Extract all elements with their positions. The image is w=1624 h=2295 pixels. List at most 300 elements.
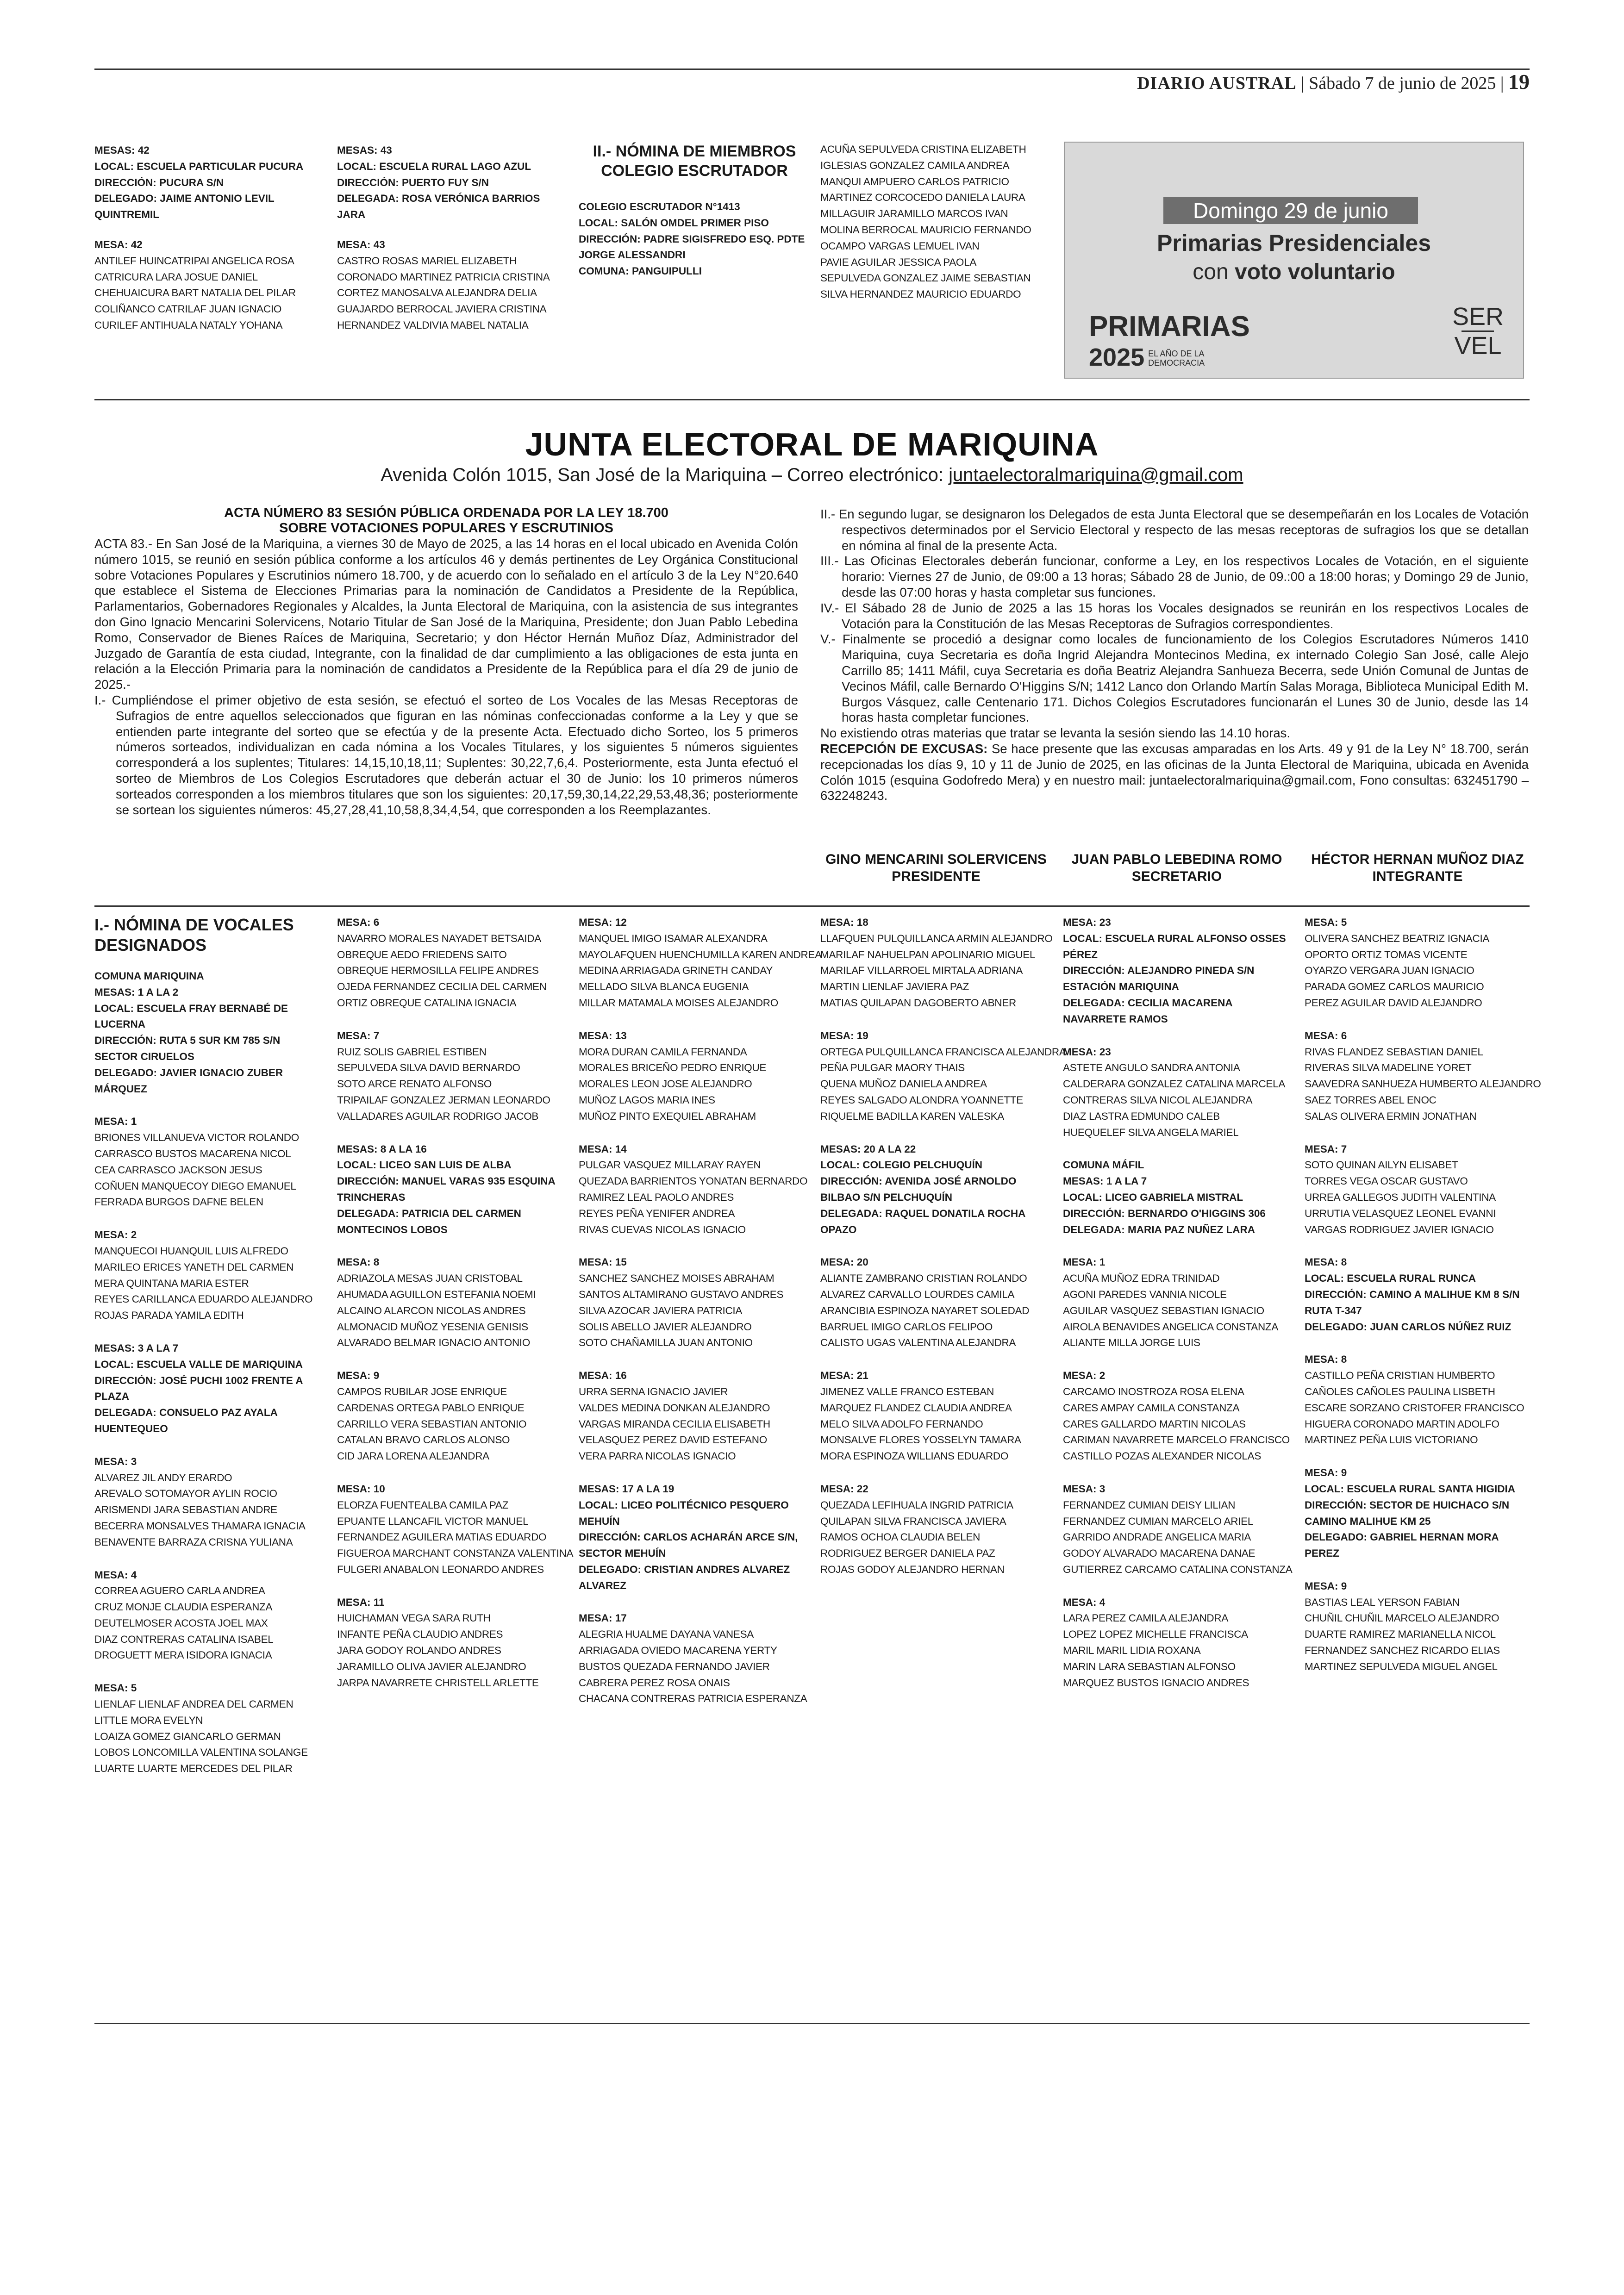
mesa-block [94, 237, 317, 334]
block-heading: COMUNA MÁFIL [1063, 1159, 1144, 1171]
vocal-name: MORA ESPINOZA WILLIANS EDUARDO [820, 1450, 1009, 1462]
mesa-block [579, 1610, 810, 1707]
block-heading: MESA: 16 [579, 1370, 627, 1382]
vocales-column-4 [820, 915, 1066, 1595]
colegio-member-name: PAVIE AGUILAR JESSICA PAOLA [820, 256, 977, 268]
vocal-name: CORTEZ MANOSALVA ALEJANDRA DELIA [337, 287, 537, 299]
block-heading: MESA: 23 [1063, 1046, 1111, 1058]
colegio-member-name: MILLAGUIR JARAMILLO MARCOS IVAN [820, 208, 1008, 220]
colegio-member-name: OCAMPO VARGAS LEMUEL IVAN [820, 240, 980, 252]
vocal-name: LLAFQUEN PULQUILLANCA ARMIN ALEJANDRO [820, 932, 1053, 944]
block-heading: MESA: 1 [94, 1116, 137, 1128]
vocal-name: CHACANA CONTRERAS PATRICIA ESPERANZA [579, 1693, 807, 1705]
block-heading: MESAS: 20 A LA 22 [820, 1143, 916, 1155]
mesa-block [94, 1567, 326, 1664]
vocal-name: CALISTO UGAS VALENTINA ALEJANDRA [820, 1337, 1016, 1349]
block-heading: DELEGADA: RAQUEL DONATILA ROCHA OPAZO [820, 1207, 1025, 1235]
colegio-member-name: MANQUI AMPUERO CARLOS PATRICIO [820, 175, 1009, 187]
top-column-1 [94, 143, 317, 348]
vocal-name: BUSTOS QUEZADA FERNANDO JAVIER [579, 1660, 770, 1672]
vocal-name: MORALES BRICEÑO PEDRO ENRIQUE [579, 1062, 767, 1074]
block-heading: DELEGADO: JUAN CARLOS NÚÑEZ RUIZ [1305, 1321, 1512, 1333]
block-heading: MESAS: 42 [94, 144, 150, 156]
vocal-name: LARA PEREZ CAMILA ALEJANDRA [1063, 1612, 1229, 1624]
vocal-name: BENAVENTE BARRAZA CRISNA YULIANA [94, 1536, 293, 1548]
colegio-member-name: SEPULVEDA GONZALEZ JAIME SEBASTIAN [820, 272, 1031, 284]
mesa-block [337, 143, 559, 223]
block-heading: DIRECCIÓN: SECTOR DE HUICHACO S/N CAMINO MALIHUE KM 25 [1305, 1499, 1510, 1527]
block-heading: DIRECCIÓN: RUTA 5 SUR KM 785 S/N SECTOR CIRUELOS [94, 1035, 281, 1062]
vocal-name: MARQUEZ FLANDEZ CLAUDIA ANDREA [820, 1402, 1012, 1414]
block-heading: COMUNA MARIQUINA [94, 970, 204, 982]
vocal-name: AREVALO SOTOMAYOR AYLIN ROCIO [94, 1488, 277, 1500]
vocales-column-6 [1305, 915, 1541, 1692]
block-heading: MESA: 11 [337, 1596, 385, 1608]
vocal-name: VARGAS RODRIGUEZ JAVIER IGNACIO [1305, 1223, 1494, 1235]
block-heading: DIRECCIÓN: JOSÉ PUCHI 1002 FRENTE A PLAZA [94, 1374, 303, 1403]
mesa-block [579, 1368, 810, 1465]
vocal-name: LUARTE LUARTE MERCEDES DEL PILAR [94, 1763, 293, 1775]
vocal-name: MELLADO SILVA BLANCA EUGENIA [579, 981, 749, 993]
colegio-block [579, 199, 810, 280]
mesa-block [1063, 1157, 1294, 1238]
vocal-name: CID JARA LORENA ALEJANDRA [337, 1450, 489, 1462]
mesa-block [337, 1481, 574, 1578]
vocal-name: SEPULVEDA SILVA DAVID BERNARDO [337, 1062, 520, 1074]
acta-point-2: II.- En segundo lugar, se designaron los Delegados de esta Junta Electoral que se desempeñarán en los Locales de Votación respectivos determinados por el Servicio Electoral y respecto de las mesas receptoras de sufragios los que se detallan en nómina al final de la presente Acta. [820, 507, 1529, 553]
vocal-name: SOTO CHAÑAMILLA JUAN ANTONIO [579, 1337, 753, 1349]
vocal-name: MATIAS QUILAPAN DAGOBERTO ABNER [820, 997, 1016, 1009]
mesa-block [1305, 1352, 1536, 1448]
header-separator: | [1500, 74, 1508, 93]
block-heading: MESAS: 1 A LA 2 [94, 986, 179, 998]
block-heading: DIRECCIÓN: BERNARDO O'HIGGINS 306 [1063, 1207, 1266, 1219]
vocal-name: CALDERARA GONZALEZ CATALINA MARCELA [1063, 1078, 1286, 1090]
vocal-name: MELO SILVA ADOLFO FERNANDO [820, 1418, 983, 1430]
mesa-block [94, 1454, 326, 1551]
mesa-block [579, 1481, 810, 1594]
mesa-block [337, 1028, 568, 1125]
vocal-name: CABRERA PEREZ ROSA ONAIS [579, 1677, 730, 1689]
block-heading: MESAS: 1 A LA 7 [1063, 1175, 1147, 1187]
colegio-member-name: IGLESIAS GONZALEZ CAMILA ANDREA [820, 159, 1010, 171]
block-heading: COLEGIO ESCRUTADOR N°1413 [579, 201, 740, 212]
mesa-block [94, 1680, 326, 1777]
vocal-name: FIGUEROA MARCHANT CONSTANZA VALENTINA [337, 1547, 574, 1559]
vocal-name: LOBOS LONCOMILLA VALENTINA SOLANGE [94, 1746, 308, 1759]
block-heading: LOCAL: ESCUELA PARTICULAR PUCURA [94, 160, 304, 172]
signature-integrante: HÉCTOR HERNAN MUÑOZ DIAZ INTEGRANTE [1311, 852, 1524, 884]
vocal-name: ALVAREZ CARVALLO LOURDES CAMILA [820, 1288, 1015, 1300]
block-heading: DELEGADO: CRISTIAN ANDRES ALVAREZ ALVAREZ [579, 1563, 790, 1591]
divider-rule [94, 399, 1530, 400]
mesa-block [94, 968, 326, 1097]
vocal-name: SAAVEDRA SANHUEZA HUMBERTO ALEJANDRO [1305, 1078, 1541, 1090]
vocal-name: ESCARE SORZANO CRISTOFER FRANCISCO [1305, 1402, 1524, 1414]
block-heading: MESA: 6 [337, 917, 380, 928]
block-heading: DELEGADA: PATRICIA DEL CARMEN MONTECINOS LOBOS [337, 1207, 521, 1235]
logo-year: 2025 [1089, 343, 1145, 371]
block-heading: MESA: 8 [1305, 1353, 1347, 1366]
acta-point-3: III.- Las Oficinas Electorales deberán funcionar, conforme a Ley, en los respectivos Locales de Votación, en el siguiente horario: Viernes 27 de Junio, de 09:00 a 13 horas; Sábado 28 de Junio, de 09.:00 a 18:00 horas; y Domingo 29 de Junio, desde las 07:00 horas y hasta completar sus funciones. [820, 554, 1529, 599]
mesa-block [820, 915, 1052, 1011]
junta-title: JUNTA ELECTORAL DE MARIQUINA [525, 426, 1099, 462]
vocal-name: EPUANTE LLANCAFIL VICTOR MANUEL [337, 1515, 529, 1527]
vocal-name: URRUTIA VELASQUEZ LEONEL EVANNI [1305, 1207, 1496, 1219]
vocal-name: LITTLE MORA EVELYN [94, 1714, 203, 1726]
block-heading: MESA: 9 [1305, 1580, 1347, 1592]
ad-subline: con voto voluntario [1193, 260, 1395, 284]
vocal-name: CURILEF ANTIHUALA NATALY YOHANA [94, 319, 283, 331]
vocal-name: BASTIAS LEAL YERSON FABIAN [1305, 1596, 1460, 1608]
block-heading: MESA: 5 [94, 1682, 137, 1694]
mesa-block [337, 915, 568, 1011]
mesa-block [579, 1254, 810, 1351]
block-heading: MESA: 3 [1063, 1483, 1106, 1495]
block-heading: DELEGADA: CECILIA MACARENA NAVARRETE RAMOS [1063, 997, 1232, 1025]
top-column-2 [337, 143, 559, 348]
primarias-logo [1089, 312, 1250, 372]
vocal-name: URRA SERNA IGNACIO JAVIER [579, 1385, 728, 1397]
primarias-advertisement [1064, 142, 1524, 379]
block-heading: MESA: 7 [1305, 1143, 1347, 1155]
vocal-name: DIAZ LASTRA EDMUNDO CALEB [1063, 1110, 1220, 1122]
vocal-name: ASTETE ANGULO SANDRA ANTONIA [1063, 1062, 1240, 1074]
vocal-name: MAYOLAFQUEN HUENCHUMILLA KAREN ANDREA [579, 948, 822, 960]
mesa-block [579, 1028, 810, 1125]
vocal-name: PEREZ AGUILAR DAVID ALEJANDRO [1305, 997, 1482, 1009]
vocal-name: ORTEGA PULQUILLANCA FRANCISCA ALEJANDRA [820, 1046, 1066, 1058]
block-heading: COMUNA: PANGUIPULLI [579, 265, 702, 277]
mesa-block [337, 1595, 568, 1691]
vocal-name: AHUMADA AGUILLON ESTEFANIA NOEMI [337, 1288, 536, 1300]
block-heading: MESA: 17 [579, 1612, 627, 1624]
vocal-name: MERA QUINTANA MARIA ESTER [94, 1277, 249, 1289]
vocal-name: OBREQUE AEDO FRIEDENS SAITO [337, 948, 507, 960]
acta-heading: ACTA NÚMERO 83 SESIÓN PÚBLICA ORDENADA POR LA LEY 18.700 SOBRE VOTACIONES POPULARES Y ESCRUTINIOS [224, 505, 668, 536]
header-separator: | [1301, 74, 1309, 93]
vocal-name: GUAJARDO BERROCAL JAVIERA CRISTINA [337, 303, 547, 315]
acta-excusas: RECEPCIÓN DE EXCUSAS: Se hace presente que las excusas amparadas en los Arts. 49 y 91 de la Ley N° 18.700, serán recepcionadas los días 9, 10 y 11 de Junio de 2025, en las oficinas de la Junta Electoral de Mariquina, ubicada en Avenida Colón 1015 (esquina Godofredo Mera) y en nuestro mail: juntaelectoralmariquina@gmail.com, Fono consultas: 632451790 – 632248243. [820, 741, 1529, 803]
mesa-block [820, 1141, 1052, 1238]
signature-secretario: JUAN PABLO LEBEDINA ROMO SECRETARIO [1071, 852, 1282, 884]
mesa-block [337, 237, 559, 334]
vocal-name: MONSALVE FLORES YOSSELYN TAMARA [820, 1434, 1021, 1446]
vocal-name: CORREA AGUERO CARLA ANDREA [94, 1585, 265, 1597]
vocal-name: MARQUEZ BUSTOS IGNACIO ANDRES [1063, 1677, 1249, 1689]
vocal-name: MORA DURAN CAMILA FERNANDA [579, 1046, 747, 1058]
vocal-name: MUÑOZ LAGOS MARIA INES [579, 1094, 715, 1106]
block-heading: MESA: 4 [1063, 1596, 1106, 1608]
block-heading: MESA: 22 [820, 1483, 868, 1495]
vocal-name: SILVA AZOCAR JAVIERA PATRICIA [579, 1304, 743, 1316]
vocal-name: HUICHAMAN VEGA SARA RUTH [337, 1612, 491, 1624]
vocal-name: GARRIDO ANDRADE ANGELICA MARIA [1063, 1531, 1251, 1543]
vocal-name: NAVARRO MORALES NAYADET BETSAIDA [337, 932, 541, 944]
mesa-block [1305, 1254, 1536, 1335]
vocal-name: LOPEZ LOPEZ MICHELLE FRANCISCA [1063, 1628, 1248, 1640]
vocal-name: RAMOS OCHOA CLAUDIA BELEN [820, 1531, 981, 1543]
vocal-name: CAMPOS RUBILAR JOSE ENRIQUE [337, 1385, 507, 1397]
header-date: Sábado 7 de junio de 2025 [1309, 74, 1496, 93]
block-heading: MESA: 42 [94, 238, 143, 250]
block-heading: DELEGADO: JAIME ANTONIO LEVIL QUINTREMIL [94, 193, 275, 221]
vocal-name: OLIVERA SANCHEZ BEATRIZ IGNACIA [1305, 932, 1490, 944]
vocal-name: QUEZADA LEFIHUALA INGRID PATRICIA [820, 1499, 1013, 1511]
block-heading: MESA: 19 [820, 1029, 868, 1041]
vocal-name: QUILAPAN SILVA FRANCISCA JAVIERA [820, 1515, 1006, 1527]
vocal-name: RIQUELME BADILLA KAREN VALESKA [820, 1110, 1004, 1122]
block-heading: MESA: 1 [1063, 1256, 1106, 1268]
vocal-name: CRUZ MONJE CLAUDIA ESPERANZA [94, 1601, 273, 1613]
vocal-name: SANTOS ALTAMIRANO GUSTAVO ANDRES [579, 1288, 784, 1300]
vocal-name: CARES AMPAY CAMILA CONSTANZA [1063, 1402, 1240, 1414]
vocal-name: REYES PEÑA YENIFER ANDREA [579, 1207, 735, 1219]
vocal-name: LOAIZA GOMEZ GIANCARLO GERMAN [94, 1730, 281, 1742]
vocal-name: FERRADA BURGOS DAFNE BELEN [94, 1196, 263, 1208]
vocal-name: MARTIN LIENLAF JAVIERA PAZ [820, 981, 969, 993]
vocal-name: AGONI PAREDES VANNIA NICOLE [1063, 1288, 1227, 1300]
block-heading: MESA: 21 [820, 1370, 868, 1382]
vocales-column-2 [337, 915, 574, 1708]
vocal-name: ADRIAZOLA MESAS JUAN CRISTOBAL [337, 1272, 523, 1285]
vocal-name: COÑUEN MANQUECOY DIEGO EMANUEL [94, 1180, 296, 1192]
vocal-name: CASTILLO PEÑA CRISTIAN HUMBERTO [1305, 1370, 1495, 1382]
vocal-name: RIVAS CUEVAS NICOLAS IGNACIO [579, 1223, 746, 1235]
block-heading: DIRECCIÓN: ALEJANDRO PINEDA S/N ESTACIÓN MARIQUINA [1063, 965, 1255, 993]
vocal-name: MANQUECOI HUANQUIL LUIS ALFREDO [94, 1245, 288, 1257]
junta-email-link[interactable]: juntaelectoralmariquina@gmail.com [949, 465, 1243, 485]
vocal-name: SANCHEZ SANCHEZ MOISES ABRAHAM [579, 1272, 775, 1285]
vocal-name: REYES CARILLANCA EDUARDO ALEJANDRO [94, 1293, 313, 1305]
vocal-name: ARANCIBIA ESPINOZA NAYARET SOLEDAD [820, 1304, 1030, 1316]
ad-date-banner: Domingo 29 de junio [1163, 197, 1418, 224]
mesa-block [1305, 1028, 1541, 1125]
acta-point-4: IV.- El Sábado 28 de Junio de 2025 a las 15 horas los Vocales designados se reunirán en los respectivos Locales de Votación para la Constitución de las Mesas Receptoras de Sufragios correspondientes. [820, 600, 1529, 631]
block-heading: MESAS: 3 A LA 7 [94, 1342, 179, 1354]
vocales-column-1 [94, 915, 326, 1794]
vocal-name: RAMIREZ LEAL PAOLO ANDRES [579, 1191, 734, 1203]
vocal-name: DIAZ CONTRERAS CATALINA ISABEL [94, 1633, 274, 1645]
vocal-name: HIGUERA CORONADO MARTIN ADOLFO [1305, 1418, 1499, 1430]
block-heading: LOCAL: ESCUELA RURAL RUNCA [1305, 1272, 1476, 1285]
block-heading: LOCAL: LICEO SAN LUIS DE ALBA [337, 1159, 512, 1171]
mesa-block [820, 1028, 1066, 1125]
block-heading: DIRECCIÓN: PUERTO FUY S/N [337, 176, 489, 188]
divider-rule [94, 905, 1530, 907]
block-heading: LOCAL: SALÓN OMDEL PRIMER PISO [579, 217, 769, 229]
vocal-name: MARIL MARIL LIDIA ROXANA [1063, 1645, 1201, 1657]
mesa-block [820, 1254, 1052, 1351]
vocal-name: ACUÑA MUÑOZ EDRA TRINIDAD [1063, 1272, 1220, 1285]
vocal-name: SOLIS ABELLO JAVIER ALEJANDRO [579, 1321, 752, 1333]
vocal-name: HUEQUELEF SILVA ANGELA MARIEL [1063, 1126, 1239, 1138]
block-heading: MESA: 13 [579, 1029, 627, 1041]
vocal-name: MARILAF VILLARROEL MIRTALA ADRIANA [820, 965, 1023, 977]
block-heading: LOCAL: ESCUELA VALLE DE MARIQUINA [94, 1358, 303, 1370]
vocal-name: CHUÑIL CHUÑIL MARCELO ALEJANDRO [1305, 1612, 1499, 1624]
mesa-block [1063, 1044, 1294, 1141]
vocal-name: CARRASCO BUSTOS MACARENA NICOL [94, 1148, 291, 1160]
servel-logo: SER VEL [1452, 303, 1504, 360]
block-heading: MESA: 9 [1305, 1467, 1347, 1479]
vocal-name: RUIZ SOLIS GABRIEL ESTIBEN [337, 1046, 487, 1058]
vocal-name: RODRIGUEZ BERGER DANIELA PAZ [820, 1547, 995, 1559]
vocales-column-5 [1063, 915, 1294, 1708]
vocal-name: CARRILLO VERA SEBASTIAN ANTONIO [337, 1418, 527, 1430]
logo-tagline: EL AÑO DE LA DEMOCRACIA [1148, 349, 1205, 368]
vocal-name: TORRES VEGA OSCAR GUSTAVO [1305, 1175, 1468, 1187]
vocal-name: CONTRERAS SILVA NICOL ALEJANDRA [1063, 1094, 1253, 1106]
vocal-name: SALAS OLIVERA ERMIN JONATHAN [1305, 1110, 1477, 1122]
block-heading: DELEGADO: GABRIEL HERNAN MORA PEREZ [1305, 1531, 1499, 1559]
vocal-name: OPORTO ORTIZ TOMAS VICENTE [1305, 948, 1468, 960]
mesa-block [1063, 1368, 1294, 1465]
vocal-name: TRIPAILAF GONZALEZ JERMAN LEONARDO [337, 1094, 550, 1106]
block-heading: MESA: 10 [337, 1483, 385, 1495]
block-heading: DIRECCIÓN: MANUEL VARAS 935 ESQUINA TRINCHERAS [337, 1175, 555, 1203]
vocal-name: CARIMAN NAVARRETE MARCELO FRANCISCO [1063, 1434, 1290, 1446]
vocal-name: MUÑOZ PINTO EXEQUIEL ABRAHAM [579, 1110, 756, 1122]
mesa-block [1305, 1141, 1536, 1238]
vocal-name: ALEGRIA HUALME DAYANA VANESA [579, 1628, 754, 1640]
block-heading: MESA: 18 [820, 917, 868, 928]
block-heading: MESA: 8 [337, 1256, 380, 1268]
vocal-name: REYES SALGADO ALONDRA YOANNETTE [820, 1094, 1023, 1106]
mesa-block [94, 1227, 326, 1324]
vocal-name: ALIANTE ZAMBRANO CRISTIAN ROLANDO [820, 1272, 1027, 1285]
colegio-member-name: SILVA HERNANDEZ MAURICIO EDUARDO [820, 288, 1021, 300]
mesa-block [1063, 1481, 1294, 1578]
acta-left-column [94, 536, 798, 817]
block-heading: MESA: 2 [94, 1229, 137, 1241]
acta-intro: ACTA 83.- En San José de la Mariquina, a viernes 30 de Mayo de 2025, a las 14 horas en el local ubicado en Avenida Colón número 1015, se reunió en sesión pública conforme a los artículos 46 y demás pertinentes de Ley Orgánica Constitucional sobre Votaciones Populares y Escrutinios número 18.700, y de acuerdo con lo señalado en el artículo 3 de la Ley N°20.640 que establece el Sistema de Elecciones Primarias para la nominación de Candidatos a Presidente de la República, Parlamentarios, Gobernadores Regionales y Alcaldes, la Junta Electoral de Mariquina, con la asistencia de sus integrantes don Gino Ignacio Mencarini Solervicens, Notario Titular de San José de la Mariquina, Presidente; don Juan Pablo Lebedina Romo, Conservador de Bienes Raíces de Mariquina, Secretario; y don Héctor Hernán Muñoz Díaz, Administrador del Juzgado de Garantía de esta ciudad, Integrante, con la finalidad de dar cumplimiento a las obligaciones de esta junta en relación a la Elección Primaria para la nominación de candidatos a Presidente de la República para el día 29 de junio de 2025.- [94, 536, 798, 692]
vocal-name: MARTINEZ PEÑA LUIS VICTORIANO [1305, 1434, 1478, 1446]
block-heading: MESA: 3 [94, 1455, 137, 1467]
block-heading: MESA: 9 [337, 1370, 380, 1382]
vocal-name: MANQUEL IMIGO ISAMAR ALEXANDRA [579, 932, 768, 944]
vocal-name: AIROLA BENAVIDES ANGELICA CONSTANZA [1063, 1321, 1279, 1333]
mesa-block [1063, 1595, 1294, 1691]
mesa-block [1305, 1465, 1536, 1562]
vocal-name: CARCAMO INOSTROZA ROSA ELENA [1063, 1385, 1244, 1397]
block-heading: DIRECCIÓN: AVENIDA JOSÉ ARNOLDO BILBAO S/N PELCHUQUÍN [820, 1175, 1017, 1203]
acta-closing: No existiendo otras materias que tratar se levanta la sesión siendo las 14.10 horas. [820, 726, 1291, 741]
vocal-name: ROJAS GODOY ALEJANDRO HERNAN [820, 1563, 1005, 1575]
vocal-name: CORONADO MARTINEZ PATRICIA CRISTINA [337, 271, 550, 283]
colegio-escrutador-members [820, 142, 1052, 303]
vocal-name: ARISMENDI JARA SEBASTIAN ANDRE [94, 1504, 277, 1516]
vocal-name: GUTIERREZ CARCAMO CATALINA CONSTANZA [1063, 1563, 1293, 1575]
vocal-name: DROGUETT MERA ISIDORA IGNACIA [94, 1649, 272, 1661]
block-heading: MESAS: 17 A LA 19 [579, 1483, 675, 1495]
block-heading: MESAS: 43 [337, 144, 392, 156]
block-heading: LOCAL: COLEGIO PELCHUQUÍN [820, 1159, 982, 1171]
vocal-name: MORALES LEON JOSE ALEJANDRO [579, 1078, 752, 1090]
block-heading: DIRECCIÓN: CAMINO A MALIHUE KM 8 S/N RUTA T-347 [1305, 1288, 1520, 1316]
vocal-name: CARES GALLARDO MARTIN NICOLAS [1063, 1418, 1246, 1430]
mesa-block [337, 1368, 568, 1465]
vocal-name: CASTRO ROSAS MARIEL ELIZABETH [337, 255, 517, 267]
block-heading: MESA: 4 [94, 1569, 137, 1581]
vocal-name: GODOY ALVARADO MACARENA DANAE [1063, 1547, 1255, 1559]
vocal-name: ARRIAGADA OVIEDO MACARENA YERTY [579, 1645, 777, 1657]
signature-presidente: GINO MENCARINI SOLERVICENS PRESIDENTE [825, 852, 1047, 884]
vocal-name: CEA CARRASCO JACKSON JESUS [94, 1164, 262, 1176]
vocal-name: QUEZADA BARRIENTOS YONATAN BERNARDO [579, 1175, 808, 1187]
block-heading: MESA: 2 [1063, 1370, 1106, 1382]
mesa-block [579, 915, 822, 1011]
block-heading: DELEGADA: MARIA PAZ NUÑEZ LARA [1063, 1223, 1255, 1235]
mesa-block [579, 1141, 810, 1238]
vocal-name: DEUTELMOSER ACOSTA JOEL MAX [94, 1617, 268, 1629]
vocal-name: ALIANTE MILLA JORGE LUIS [1063, 1337, 1200, 1349]
mesa-block [337, 1141, 568, 1238]
vocal-name: ALVARADO BELMAR IGNACIO ANTONIO [337, 1337, 531, 1349]
vocal-name: CHEHUAICURA BART NATALIA DEL PILAR [94, 287, 296, 299]
block-heading: MESA: 8 [1305, 1256, 1347, 1268]
vocal-name: VELASQUEZ PEREZ DAVID ESTEFANO [579, 1434, 767, 1446]
mesa-block [820, 1481, 1052, 1578]
block-heading: MESA: 20 [820, 1256, 868, 1268]
mesa-block [94, 1114, 326, 1210]
vocal-name: JARAMILLO OLIVA JAVIER ALEJANDRO [337, 1660, 526, 1672]
page-number: 19 [1508, 70, 1530, 94]
colegio-section-title: II.- NÓMINA DE MIEMBROS COLEGIO ESCRUTADOR [593, 143, 796, 180]
vocal-name: MARILAF NAHUELPAN APOLINARIO MIGUEL [820, 948, 1036, 960]
block-heading: DELEGADO: JAVIER IGNACIO ZUBER MÁRQUEZ [94, 1066, 283, 1095]
block-heading: MESA: 7 [337, 1029, 380, 1041]
vocal-name: SOTO ARCE RENATO ALFONSO [337, 1078, 492, 1090]
vocales-section-title: I.- NÓMINA DE VOCALES DESIGNADOS [94, 915, 294, 954]
mesa-block [820, 1368, 1052, 1465]
block-heading: MESA: 6 [1305, 1029, 1347, 1041]
vocal-name: MARILEO ERICES YANETH DEL CARMEN [94, 1261, 294, 1273]
vocal-name: MARTINEZ SEPULVEDA MIGUEL ANGEL [1305, 1660, 1498, 1672]
acta-right-column [820, 506, 1529, 804]
junta-subtitle: Avenida Colón 1015, San José de la Mariquina – Correo electrónico: juntaelectoralmariquina@gmail.com [381, 465, 1243, 485]
vocal-name: SOTO QUINAN AILYN ELISABET [1305, 1159, 1458, 1171]
vocal-name: FERNANDEZ AGUILERA MATIAS EDUARDO [337, 1531, 547, 1543]
vocal-name: VARGAS MIRANDA CECILIA ELISABETH [579, 1418, 770, 1430]
mesa-block [94, 1341, 326, 1437]
vocal-name: OJEDA FERNANDEZ CECILIA DEL CARMEN [337, 981, 547, 993]
block-heading: MESA: 12 [579, 917, 627, 928]
vocal-name: DUARTE RAMIREZ MARIANELLA NICOL [1305, 1628, 1496, 1640]
newspaper-name: DIARIO AUSTRAL [1137, 74, 1297, 93]
ad-headline: Primarias Presidenciales [1156, 230, 1431, 256]
block-heading: LOCAL: LICEO GABRIELA MISTRAL [1063, 1191, 1243, 1203]
colegio-escrutador-column [579, 142, 810, 293]
vocal-name: JIMENEZ VALLE FRANCO ESTEBAN [820, 1385, 994, 1397]
vocal-name: HERNANDEZ VALDIVIA MABEL NATALIA [337, 319, 529, 331]
block-heading: DIRECCIÓN: PADRE SIGISFREDO ESQ. PDTE JORGE ALESSANDRI [579, 233, 805, 261]
vocal-name: CAÑOLES CAÑOLES PAULINA LISBETH [1305, 1385, 1495, 1397]
block-heading: MESA: 14 [579, 1143, 627, 1155]
vocal-name: SAEZ TORRES ABEL ENOC [1305, 1094, 1437, 1106]
colegio-member-name: MOLINA BERROCAL MAURICIO FERNANDO [820, 224, 1031, 236]
vocal-name: LIENLAF LIENLAF ANDREA DEL CARMEN [94, 1698, 294, 1710]
colegio-member-name: MARTINEZ CORCOCEDO DANIELA LAURA [820, 192, 1025, 204]
vocal-name: MEDINA ARRIAGADA GRINETH CANDAY [579, 965, 773, 977]
block-heading: LOCAL: LICEO POLITÉCNICO PESQUERO MEHUÍN [579, 1499, 789, 1527]
vocal-name: PARADA GOMEZ CARLOS MAURICIO [1305, 981, 1484, 993]
mesa-block [94, 143, 317, 223]
page-header [1137, 69, 1530, 94]
block-heading: MESA: 5 [1305, 917, 1347, 928]
vocal-name: COLIÑANCO CATRILAF JUAN IGNACIO [94, 303, 282, 315]
mesa-block [1063, 915, 1294, 1028]
